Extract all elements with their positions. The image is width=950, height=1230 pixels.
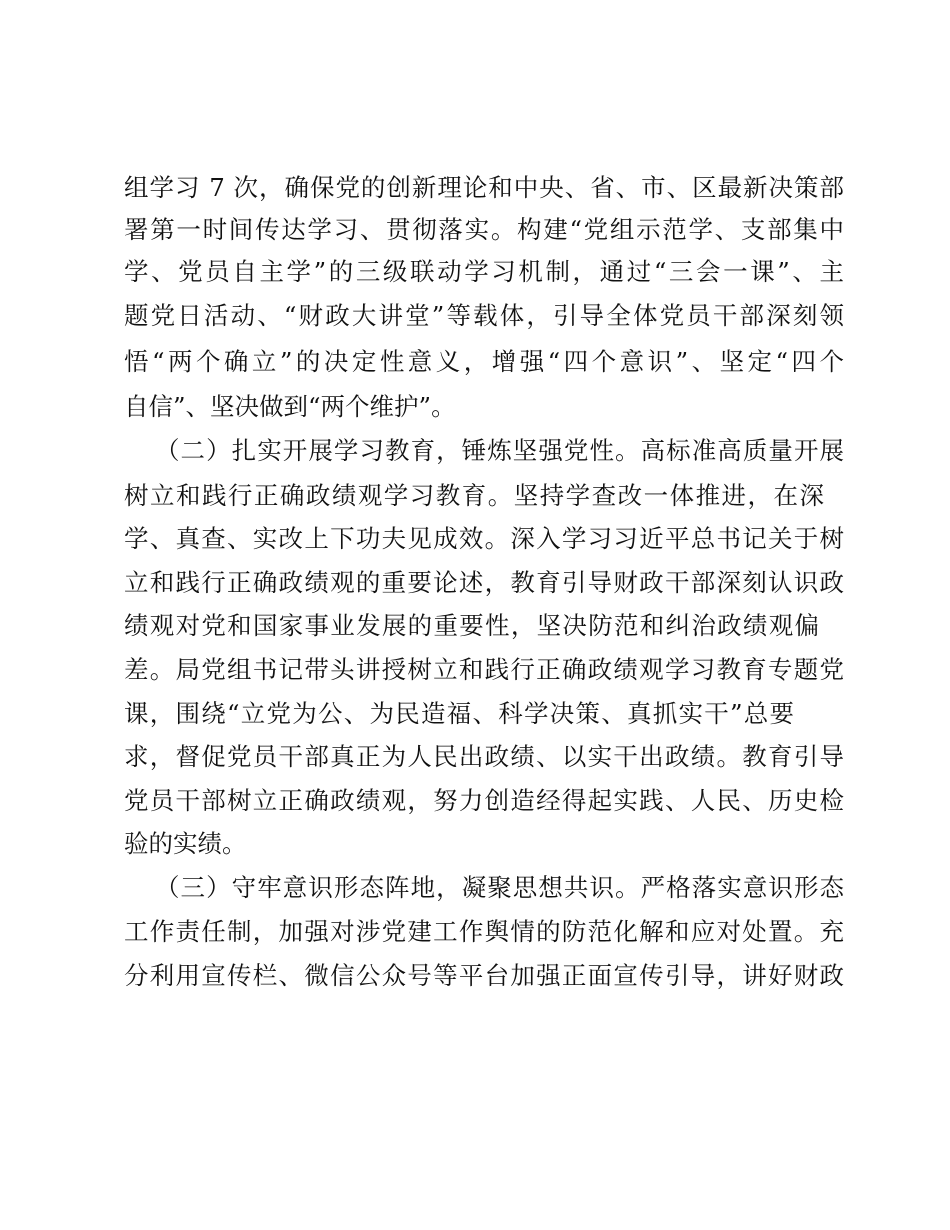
text-line: 组学习 7 次，确保党的创新理论和中央、省、市、区最新决策部 [124,173,844,202]
text-line: 自信”、坚决做到“两个维护”。 [124,392,456,421]
text-line: 悟“两个确立”的决定性意义，增强“四个意识”、坚定“四个 [124,347,844,376]
section-heading-line: （三）守牢意识形态阵地，凝聚思想共识。严格落实意识形态 [155,873,844,902]
section-heading-line: （二）扎实开展学习教育，锤炼坚强党性。高标准高质量开展 [155,436,844,465]
text-line: 党员干部树立正确政绩观，努力创造经得起实践、人民、历史检 [124,786,844,815]
text-line: 立和践行正确政绩观的重要论述，教育引导财政干部深刻认识政 [124,568,844,597]
text-line: 课，围绕“立党为公、为民造福、科学决策、真抓实干”总要 [124,699,794,728]
text-line: 绩观对党和国家事业发展的重要性，坚决防范和纠治政绩观偏 [124,611,819,640]
text-line: 求，督促党员干部真正为人民出政绩、以实干出政绩。教育引导 [124,742,844,771]
text-line: 分利用宣传栏、微信公众号等平台加强正面宣传引导，讲好财政 [124,961,844,990]
text-line: 署第一时间传达学习、贯彻落实。构建“党组示范学、支部集中 [124,215,844,244]
text-line: 学、党员自主学”的三级联动学习机制，通过“三会一课”、主 [124,257,844,286]
text-line: 树立和践行正确政绩观学习教育。坚持学查改一体推进，在深 [124,481,824,510]
text-line: 差。局党组书记带头讲授树立和践行正确政绩观学习教育专题党 [124,655,844,684]
text-line: 验的实绩。 [124,829,247,858]
text-line: 题党日活动、“财政大讲堂”等载体，引导全体党员干部深刻领 [124,301,844,330]
text-line: 工作责任制，加强对涉党建工作舆情的防范化解和应对处置。充 [124,917,844,946]
text-line: 学、真查、实改上下功夫见成效。深入学习习近平总书记关于树 [124,524,844,553]
